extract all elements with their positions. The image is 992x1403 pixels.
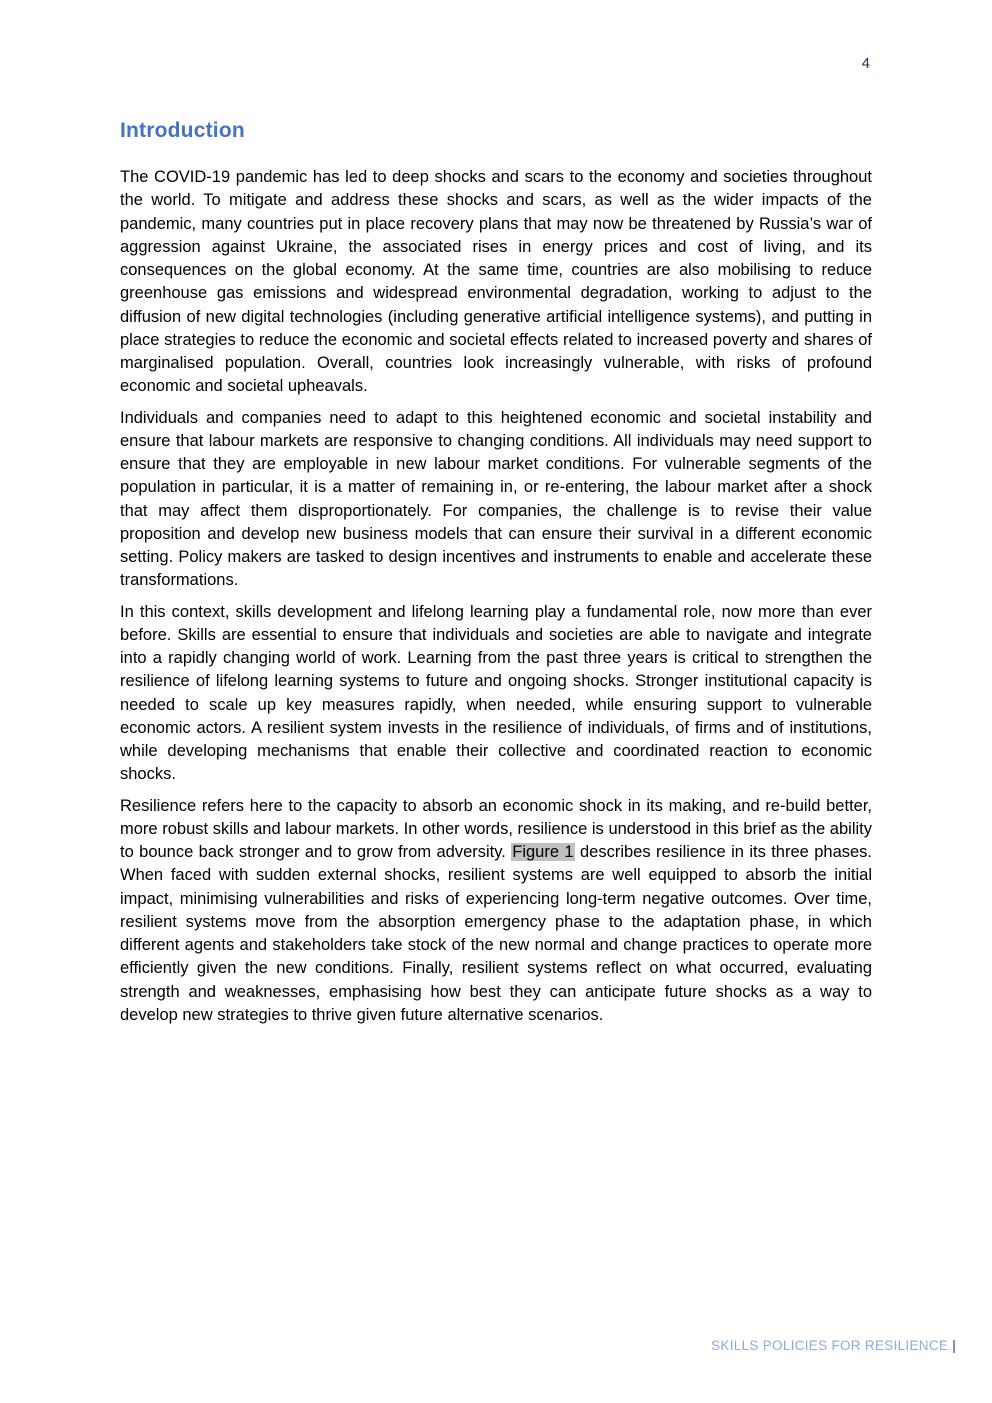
paragraph-resilience-text-before: Resilience refers here to the capacity to absorb an economic shock in its making, and re-build better, more robust skills and labour markets. In other words, resilience is understood in this brief as the ability to bounce back stronger and to grow from adversity. <box>120 796 872 861</box>
page-content <box>120 0 872 1035</box>
page-number: 4 <box>861 55 870 72</box>
section-heading-introduction: Introduction <box>120 119 245 142</box>
paragraph-individuals-companies: Individuals and companies need to adapt to this heightened economic and societal instability and ensure that labour markets are responsive to changing conditions. All individuals may need support to ensure that they are employable in new labour market conditions. For vulnerable segments of the population in particular, it is a matter of remaining in, or re-entering, the labour market after a shock that may affect them disproportionately. For companies, the challenge is to revise their value proposition and develop new business models that can ensure their survival in a different economic setting. Policy makers are tasked to design incentives and instruments to enable and accelerate these transformations. <box>120 408 872 590</box>
footer-separator: | <box>952 1338 956 1353</box>
footer <box>711 1337 956 1355</box>
paragraph-resilience-definition <box>120 795 872 1028</box>
paragraph-skills-development: In this context, skills development and lifelong learning play a fundamental role, now more than ever before. Skills are essential to ensure that individuals and societies are able to navigate and integrate into a rapidly changing world of work. Learning from the past three years is critical to strengthen the resilience of lifelong learning systems to future and ongoing shocks. Stronger institutional capacity is needed to scale up key measures rapidly, when needed, while ensuring support to vulnerable economic actors. A resilient system invests in the resilience of individuals, of firms and of institutions, while developing mechanisms that enable their collective and coordinated reaction to economic shocks. <box>120 602 872 784</box>
paragraph-resilience-text-after: describes resilience in its three phases. When faced with sudden external shocks, resilient systems are well equipped to absorb the initial impact, minimising vulnerabilities and risks of experiencing long-term negative outcomes. Over time, resilient systems move from the absorption emergency phase to the adaptation phase, in which different agents and stakeholders take stock of the new normal and change practices to operate more efficiently given the new conditions. Finally, resilient systems reflect on what occurred, evaluating strength and weaknesses, emphasising how best they can anticipate future shocks as a way to develop new strategies to thrive given future alternative scenarios. <box>120 843 873 1024</box>
paragraph-covid-shocks: The COVID-19 pandemic has led to deep shocks and scars to the economy and societies throughout the world. To mitigate and address these shocks and scars, as well as the wider impacts of the pandemic, many countries put in place recovery plans that may now be threatened by Russia’s war of aggression against Ukraine, the associated rises in energy prices and cost of living, and its consequences on the global economy. At the same time, countries are also mobilising to reduce greenhouse gas emissions and widespread environmental degradation, working to adjust to the diffusion of new digital technologies (including generative artificial intelligence systems), and putting in place strategies to reduce the economic and societal effects related to increased poverty and shares of marginalised population. Overall, countries look increasingly vulnerable, with risks of profound economic and societal upheavals. <box>120 168 872 396</box>
figure-1-cross-reference[interactable]: Figure 1 <box>512 843 574 861</box>
footer-title-text: SKILLS POLICIES FOR RESILIENCE <box>711 1338 949 1353</box>
